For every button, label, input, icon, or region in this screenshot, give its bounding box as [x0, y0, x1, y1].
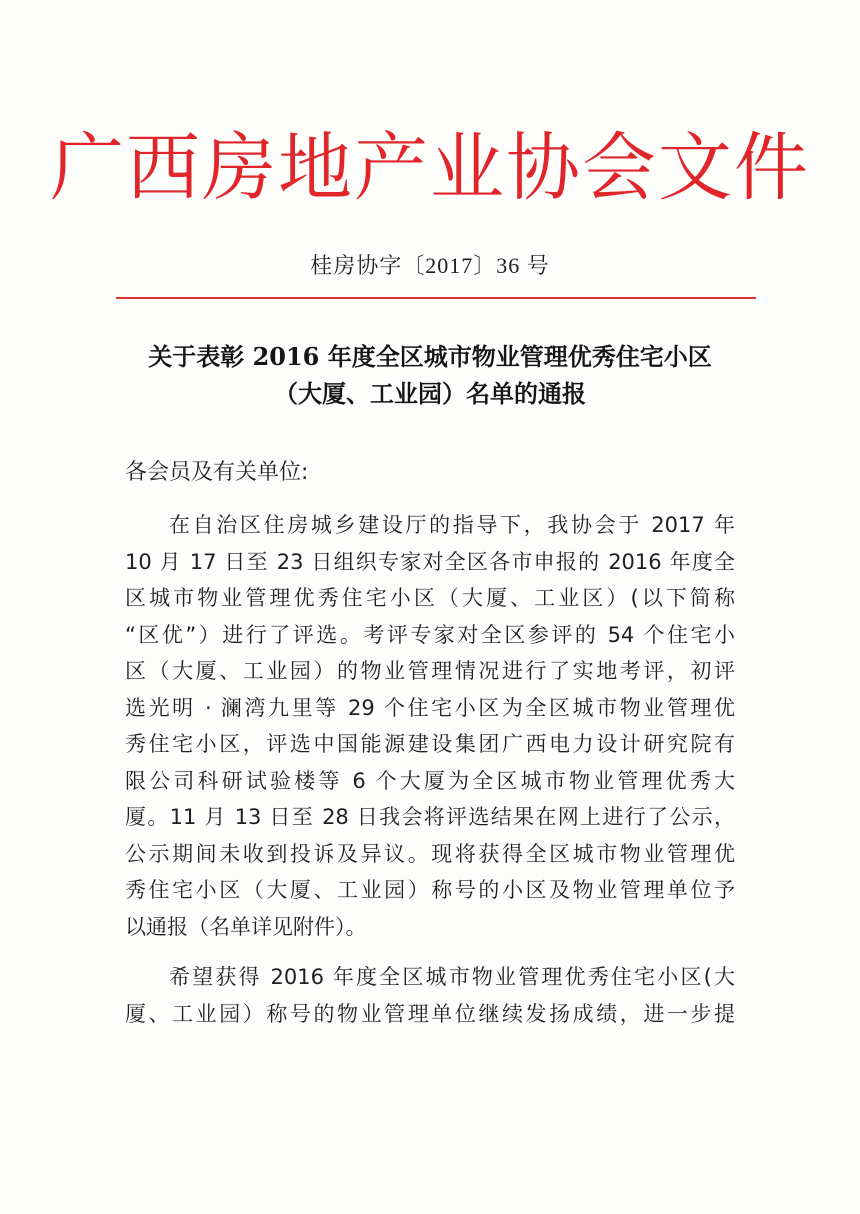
body-line: 10 月 17 日至 23 日组织专家对全区各市申报的 2016 年度全 — [125, 549, 735, 574]
body-line: 厦。11 月 13 日至 28 日我会将评选结果在网上进行了公示， — [125, 805, 735, 829]
org-header-title: 广西房地产业协会文件 — [50, 125, 810, 211]
body-line: 秀住宅小区（大厦、工业园）称号的小区及物业管理单位予 — [125, 878, 735, 902]
body-line: 公示期间未收到投诉及异议。现将获得全区城市物业管理优 — [125, 841, 735, 866]
body-line: 秀住宅小区，评选中国能源建设集团广西电力设计研究院有 — [125, 732, 735, 756]
body-line: 区城市物业管理优秀住宅小区（大厦、工业区）(以下简称 — [125, 586, 735, 610]
body-line: 限公司科研试验楼等 6 个大厦为全区城市物业管理优秀大 — [125, 768, 735, 793]
notice-title-line: （大厦、工业园）名单的通报 — [274, 379, 586, 408]
body-line: “区优”）进行了评选。考评专家对全区参评的 54 个住宅小 — [125, 622, 735, 647]
body-line: 以通报（名单详见附件）。 — [125, 914, 367, 939]
salutation: 各会员及有关单位: — [125, 460, 309, 485]
body-line: 厦、工业园）称号的物业管理单位继续发扬成绩，进一步提 — [125, 1001, 735, 1026]
notice-body — [125, 507, 735, 1032]
paragraph-gap — [125, 945, 735, 959]
body-line: 选光明 · 澜湾九里等 29 个住宅小区为全区城市物业管理优 — [125, 695, 735, 720]
notice-title — [0, 338, 860, 412]
red-divider-line — [116, 297, 756, 299]
body-line: 在自治区住房城乡建设厅的指导下，我协会于 2017 年 — [169, 513, 735, 537]
notice-title-line: 关于表彰 2016 年度全区城市物业管理优秀住宅小区 — [148, 342, 712, 371]
body-line: 希望获得 2016 年度全区城市物业管理优秀住宅小区(大 — [169, 965, 735, 989]
body-line: 区（大厦、工业园）的物业管理情况进行了实地考评，初评 — [125, 659, 735, 683]
document-number: 桂房协字〔2017〕36 号 — [310, 253, 550, 278]
